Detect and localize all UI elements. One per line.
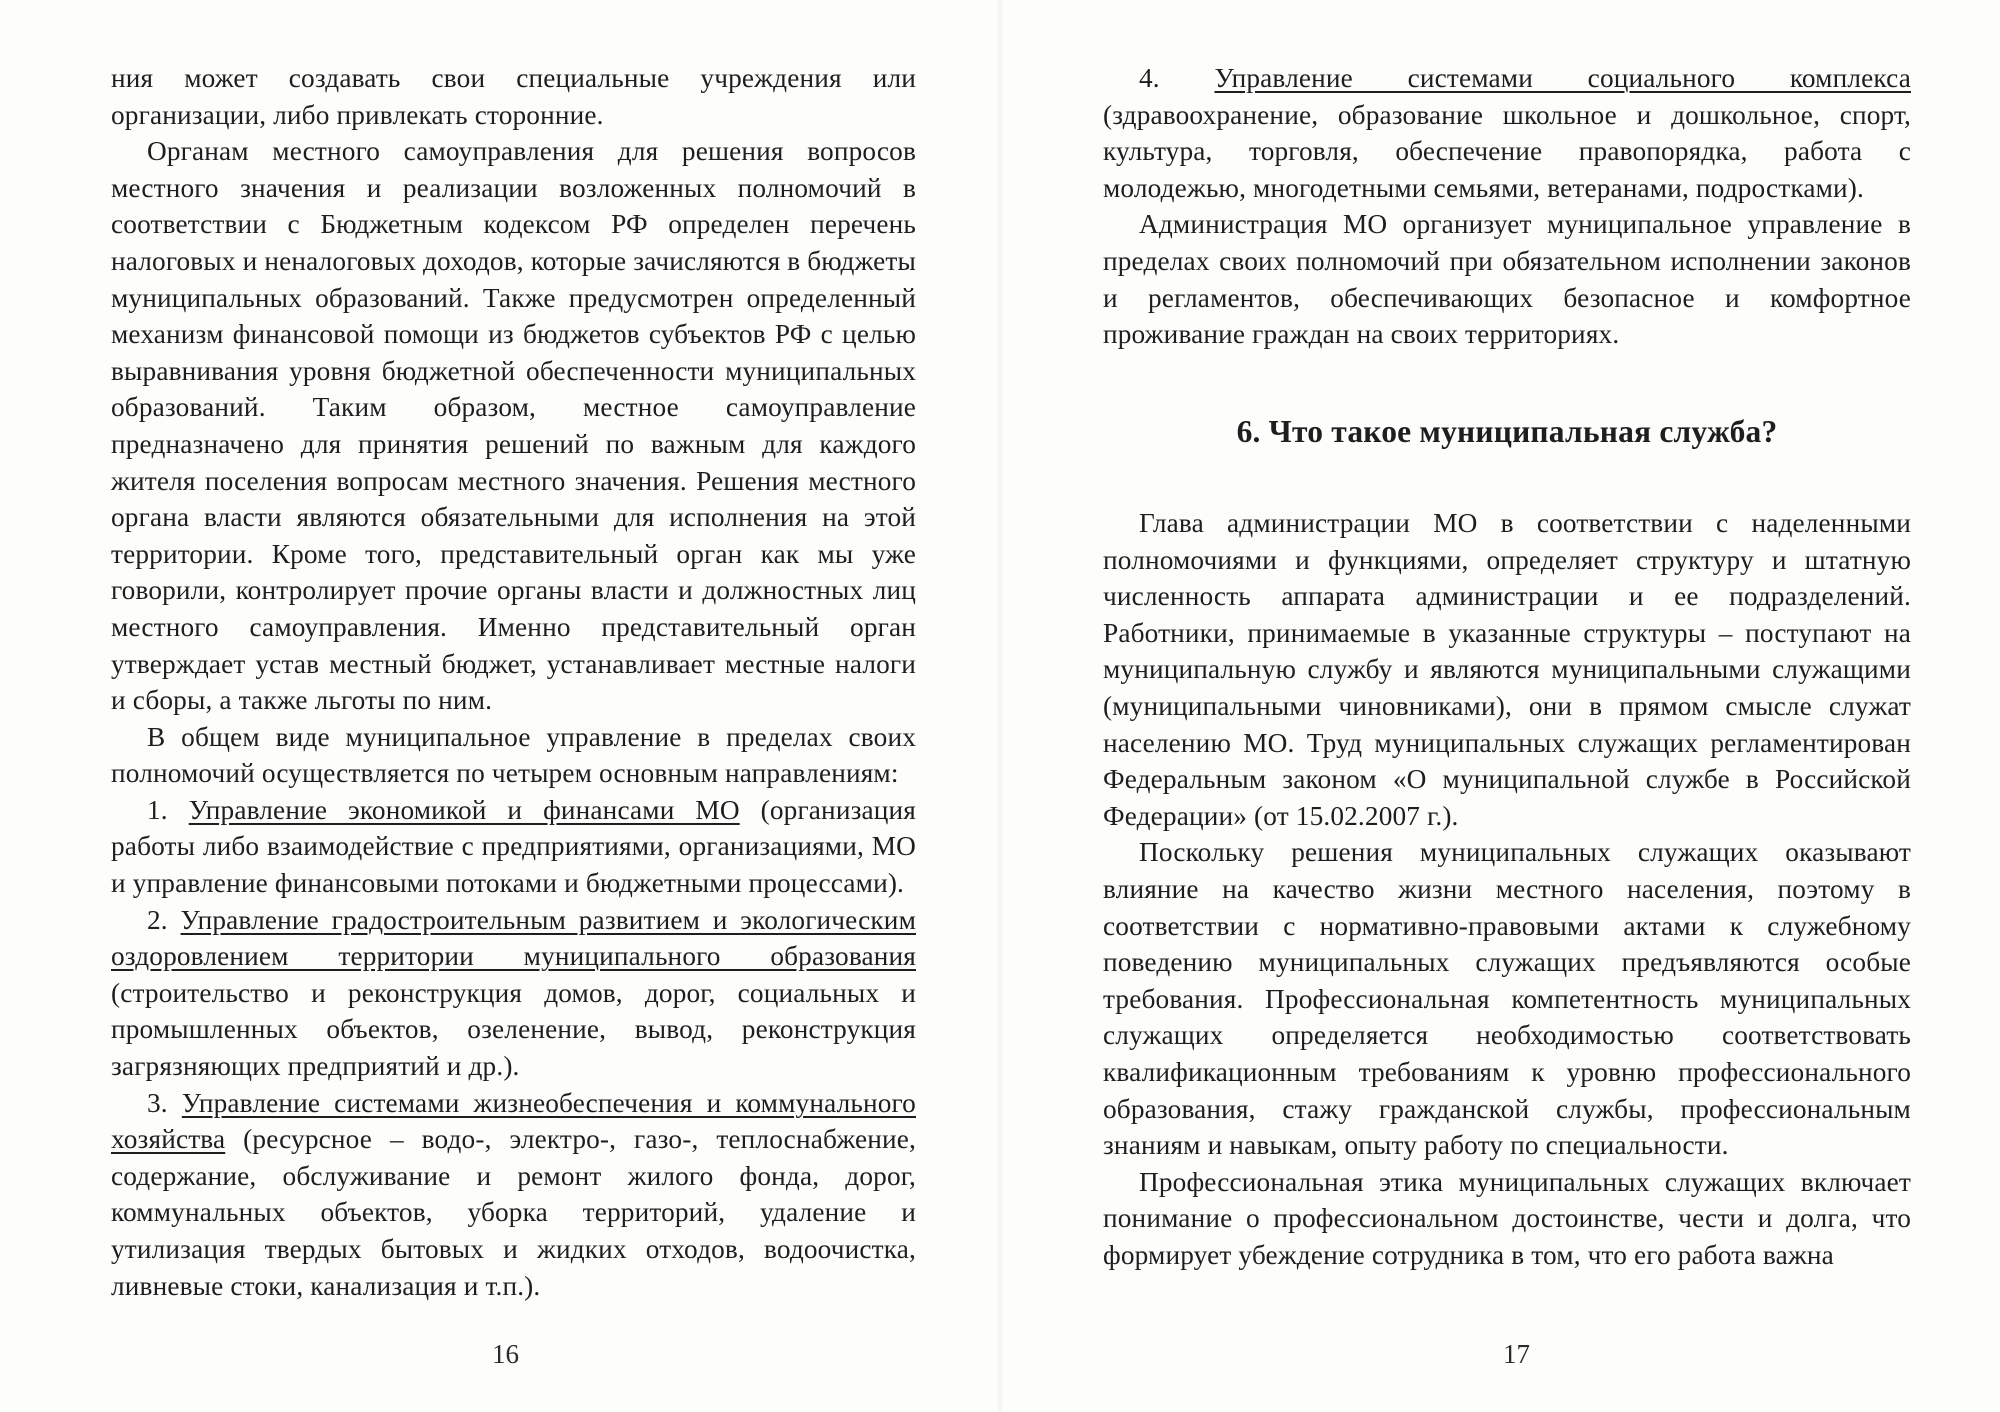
paragraph-organs: Органам местного самоуправления для решения вопросов местного значения и реализации возложенных полномочий в соответствии с Бюджетным кодексом РФ определен перечень налоговых и неналоговых доходов, которые зачисляются в бюджеты муниципальных образований. Также предусмотрен определенный механизм финансовой помощи из бюджетов субъектов РФ с целью выравнивания уровня бюджетной обеспеченности муниципальных образований. Таким образом, местное самоуправление предназначено для принятия решений по важным для каждого жителя поселения вопросам местного значения. Решения местного органа власти являются обязательными для исполнения на этой территории. Кроме того, представительный орган как мы уже говорили, контролирует прочие органы власти и должностных лиц местного самоуправления. Именно представительный орган утверждает устав местный бюджет, устанавливает местные налоги и сборы, а также льготы по ним. xyxy=(111,136,916,716)
list-item-1-text: (организация работы либо взаимодействие с предприятиями, организациями, МО и управление финансовыми потоками и бюджетными процессами). xyxy=(111,794,916,899)
page-number-right: 17 xyxy=(1503,1339,1530,1369)
right-page xyxy=(1000,0,2000,1412)
list-item-1 xyxy=(111,792,916,902)
page-number-left: 16 xyxy=(492,1339,519,1369)
list-item-2-title: Управление градостроительным развитием и экологическим оздоровлением территории муниципального образования xyxy=(111,904,916,972)
right-text-block-top xyxy=(1103,60,1911,353)
paragraph-intro: ния может создавать свои специальные учреждения или организации, либо привлекать сторонние. xyxy=(111,63,916,130)
paragraph-general: В общем виде муниципальное управление в пределах своих полномочий осуществляется по четырем основным направлениям: xyxy=(111,721,916,789)
left-text-block xyxy=(111,60,916,1304)
list-item-2-text: (строительство и реконструкция домов, дорог, социальных и промышленных объектов, озеленение, вывод, реконструкция загрязняющих предприятий и др.). xyxy=(111,977,916,1082)
list-item-4-text: (здравоохранение, образование школьное и дошкольное, спорт, культура, торговля, обеспечение правопорядка, работа с молодежью, многодетными семьями, ветеранами, подростками). xyxy=(1103,99,1911,203)
list-item-3-number: 3. xyxy=(147,1087,168,1118)
paragraph-ethics: Профессиональная этика муниципальных служащих включает понимание о профессиональном достоинстве, чести и долга, что формирует убеждение сотрудника в том, что его работа важна xyxy=(1103,1166,1911,1270)
list-item-3 xyxy=(111,1085,916,1305)
paragraph-decisions: Поскольку решения муниципальных служащих оказывают влияние на качество жизни местного населения, поэтому в соответствии с нормативно-правовыми актами к служебному поведению муниципальных служащих предъявляются особые требования. Профессиональная компетентность муниципальных служащих определяется необходимостью соответствовать квалификационным требованиям к уровню профессионального образования, стажу гражданской службы, профессиональным знаниям и навыкам, опыту работу по специальности. xyxy=(1103,837,1911,1161)
list-item-4-number: 4. xyxy=(1139,63,1160,93)
list-item-1-title: Управление экономикой и финансами МО xyxy=(188,794,740,825)
list-item-2-number: 2. xyxy=(147,904,168,935)
list-item-2 xyxy=(111,902,916,1085)
list-item-3-text: (ресурсное – водо-, электро-, газо-, теплоснабжение, содержание, обслуживание и ремонт жилого фонда, дорог, коммунальных объектов, уборка территорий, удаление и утилизация твердых бытовых и жидких отходов, водоочистка, ливневые стоки, канализация и т.п.). xyxy=(111,1124,916,1301)
paragraph-admin: Администрация МО организует муниципальное управление в пределах своих полномочий при обязательном исполнении законов и регламентов, обеспечивающих безопасное и комфортное проживание граждан на своих территориях. xyxy=(1103,209,1911,350)
paragraph-head: Глава администрации МО в соответствии с наделенными полномочиями и функциями, определяет структуру и штатную численность аппарата администрации и ее подразделений. Работники, принимаемые в указанные структуры – поступают на муниципальную службу и являются муниципальными служащими (муниципальными чиновниками), они в прямом смысле служат населению МО. Труд муниципальных служащих регламентирован Федеральным законом «О муниципальной службе в Российской Федерации» (от 15.02.2007 г.). xyxy=(1103,508,1911,831)
right-text-block-bottom xyxy=(1103,505,1911,1273)
list-item-4 xyxy=(1103,60,1911,206)
list-item-1-number: 1. xyxy=(147,794,168,825)
list-item-4-title: Управление системами социального комплекса xyxy=(1214,63,1911,93)
section-heading: 6. Что такое муниципальная служба? xyxy=(1236,414,1778,449)
list-item-3-title: Управление системами жизнеобеспечения и коммунального хозяйства xyxy=(111,1087,916,1155)
